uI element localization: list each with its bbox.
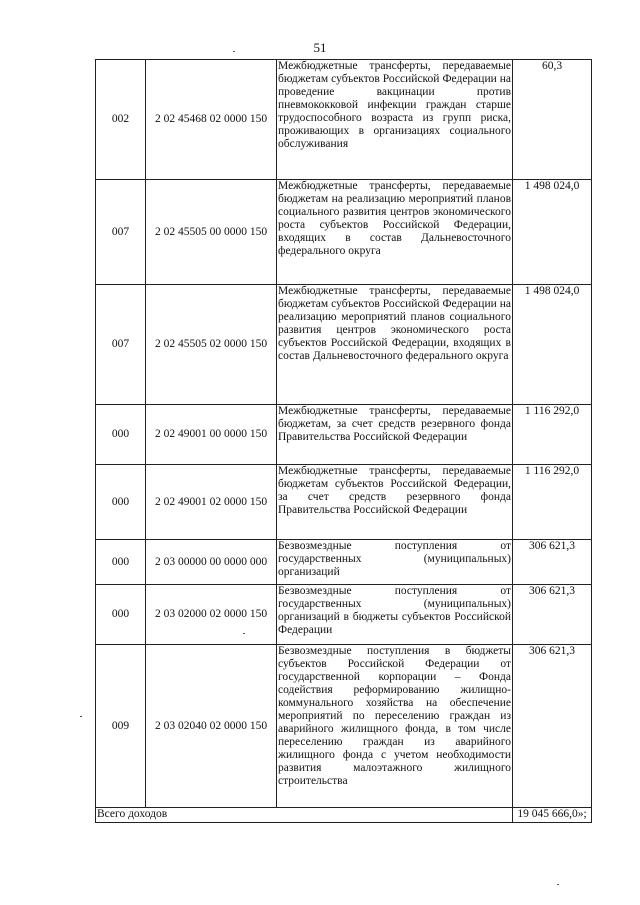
amount-cell: 1 116 292,0 bbox=[513, 465, 592, 540]
revenue-description-cell: Безвозмездные поступления от государственных (муниципальных) организаций в бюджеты субъектов Российской Федерации bbox=[277, 585, 513, 645]
admin-code-cell: 000 bbox=[96, 465, 146, 540]
total-amount: 19 045 666,0»; bbox=[513, 808, 592, 823]
admin-code-cell: 007 bbox=[96, 285, 146, 405]
admin-code-cell: 009 bbox=[96, 645, 146, 808]
table-row bbox=[96, 540, 592, 585]
table-row bbox=[96, 585, 592, 645]
revenue-table bbox=[95, 59, 592, 823]
amount-cell: 1 116 292,0 bbox=[513, 405, 592, 465]
scan-speck bbox=[557, 884, 559, 885]
amount-cell: 60,3 bbox=[513, 60, 592, 180]
revenue-description-cell: Межбюджетные трансферты, передаваемые бюджетам субъектов Российской Федерации, за счет средств резервного фонда Правительства Российской Федерации bbox=[277, 465, 513, 540]
revenue-description-cell: Безвозмездные поступления от государственных (муниципальных) организаций bbox=[277, 540, 513, 585]
total-row bbox=[96, 808, 592, 823]
amount-cell: 306 621,3 bbox=[513, 645, 592, 808]
admin-code-cell: 002 bbox=[96, 60, 146, 180]
table-row bbox=[96, 465, 592, 540]
scan-speck bbox=[80, 716, 82, 717]
revenue-description-cell: Межбюджетные трансферты, передаваемые бюджетам на реализацию мероприятий планов социального развития центров экономического роста субъектов Российской Федерации, входящих в состав Дальневосточного федерального округа bbox=[277, 180, 513, 285]
budget-classification-code-cell: 2 03 00000 00 0000 000 bbox=[146, 540, 277, 585]
revenue-description-cell: Межбюджетные трансферты, передаваемые бюджетам, за счет средств резервного фонда Правительства Российской Федерации bbox=[277, 405, 513, 465]
admin-code-cell: 007 bbox=[96, 180, 146, 285]
table-row bbox=[96, 285, 592, 405]
budget-classification-code-cell: 2 02 49001 02 0000 150 bbox=[146, 465, 277, 540]
budget-classification-code-cell: 2 02 45468 02 0000 150 bbox=[146, 60, 277, 180]
budget-classification-code-cell: 2 02 45505 00 0000 150 bbox=[146, 180, 277, 285]
page-number: 51 bbox=[313, 40, 327, 55]
table-row bbox=[96, 60, 592, 180]
budget-classification-code-cell: 2 02 45505 02 0000 150 bbox=[146, 285, 277, 405]
budget-classification-code-cell: 2 03 02000 02 0000 150 bbox=[146, 585, 277, 645]
admin-code-cell: 000 bbox=[96, 405, 146, 465]
admin-code-cell: 000 bbox=[96, 585, 146, 645]
amount-cell: 306 621,3 bbox=[513, 540, 592, 585]
budget-classification-code-cell: 2 02 49001 00 0000 150 bbox=[146, 405, 277, 465]
amount-cell: 306 621,3 bbox=[513, 585, 592, 645]
total-label: Всего доходов bbox=[96, 808, 513, 823]
amount-cell: 1 498 024,0 bbox=[513, 180, 592, 285]
admin-code-cell: 000 bbox=[96, 540, 146, 585]
table-row bbox=[96, 405, 592, 465]
revenue-description-cell: Безвозмездные поступления в бюджеты субъектов Российской Федерации от государственной корпорации – Фонда содействия реформированию жилищно-коммунального хозяйства на обеспечение мероприятий по переселению граждан из аварийного жилищного фонда, в том числе переселению граждан из аварийного жилищного фонда с учетом необходимости развития малоэтажного жилищного строительства bbox=[277, 645, 513, 808]
table-row bbox=[96, 180, 592, 285]
amount-cell: 1 498 024,0 bbox=[513, 285, 592, 405]
table-row bbox=[96, 645, 592, 808]
scan-speck bbox=[243, 633, 245, 634]
scan-speck bbox=[233, 51, 235, 52]
revenue-description-cell: Межбюджетные трансферты, передаваемые бюджетам субъектов Российской Федерации на реализацию мероприятий планов социального развития центров экономического роста субъектов Российской Федерации, входящих в состав Дальневосточного федерального округа bbox=[277, 285, 513, 405]
budget-classification-code-cell: 2 03 02040 02 0000 150 bbox=[146, 645, 277, 808]
revenue-description-cell: Межбюджетные трансферты, передаваемые бюджетам субъектов Российской Федерации на проведение вакцинации против пневмококковой инфекции граждан старше трудоспособного возраста из групп риска, проживающих в организациях социального обслуживания bbox=[277, 60, 513, 180]
